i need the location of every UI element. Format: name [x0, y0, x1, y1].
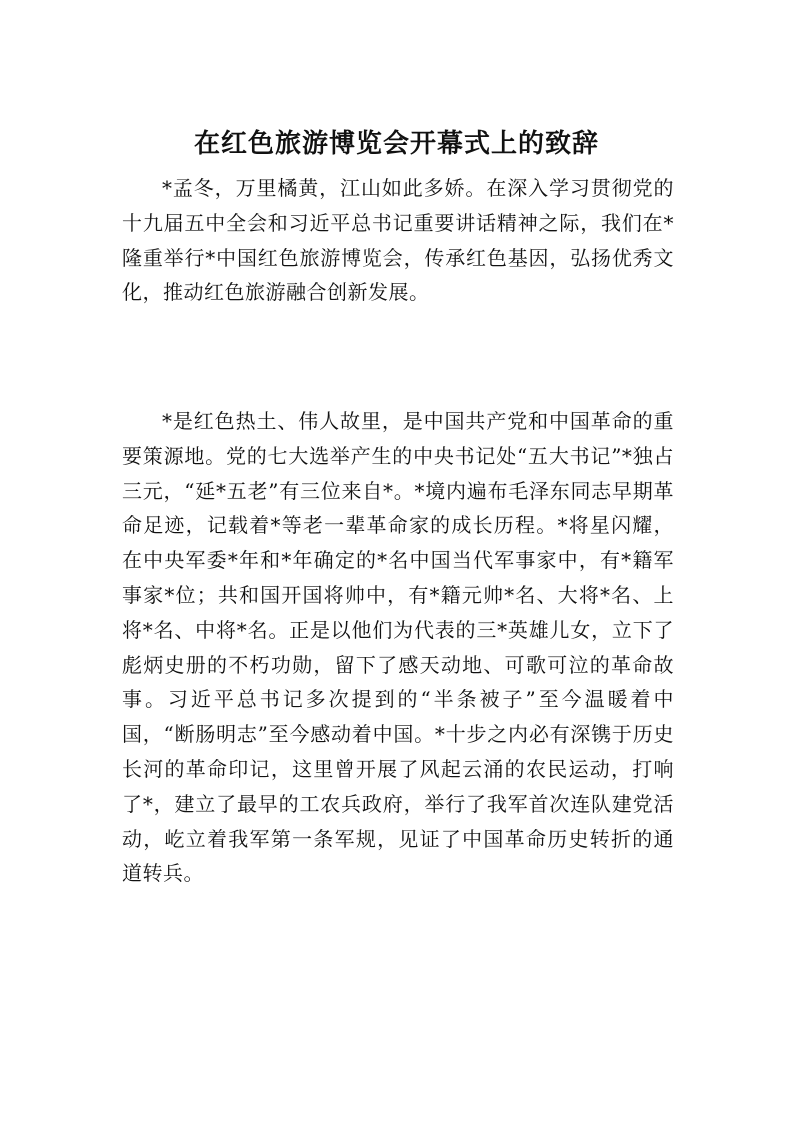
- document-title: 在红色旅游博览会开幕式上的致辞: [193, 129, 599, 159]
- paragraph-1: *孟冬，万里橘黄，江山如此多娇。在深入学习贯彻党的十九届五中全会和习近平总书记重要讲话精神之际，我们在*隆重举行*中国红色旅游博览会，传承红色基因，弘扬优秀文化，推动红色旅游融合创新发展。: [122, 176, 674, 305]
- paragraph-2: *是红色热土、伟人故里，是中国共产党和中国革命的重要策源地。党的七大选举产生的中央书记处“五大书记”*独占三元，“延*五老”有三位来自*。*境内遍布毛泽东同志早期革命足迹，记载着*等老一辈革命家的成长历程。*将星闪耀，在中央军委*年和*年确定的*名中国当代军事家中，有*籍军事家*位；共和国开国将帅中，有*籍元帅*名、大将*名、上将*名、中将*名。正是以他们为代表的三*英雄儿女，立下了彪炳史册的不朽功勋，留下了感天动地、可歌可泣的革命故事。习近平总书记多次提到的“半条被子”至今温暖着中国，“断肠明志”至今感动着中国。*十步之内必有深镌于历史长河的革命印记，这里曾开展了风起云涌的农民运动，打响了*，建立了最早的工农兵政府，举行了我军首次连队建党活动，屹立着我军第一条军规，见证了中国革命历史转折的通道转兵。: [122, 409, 674, 886]
